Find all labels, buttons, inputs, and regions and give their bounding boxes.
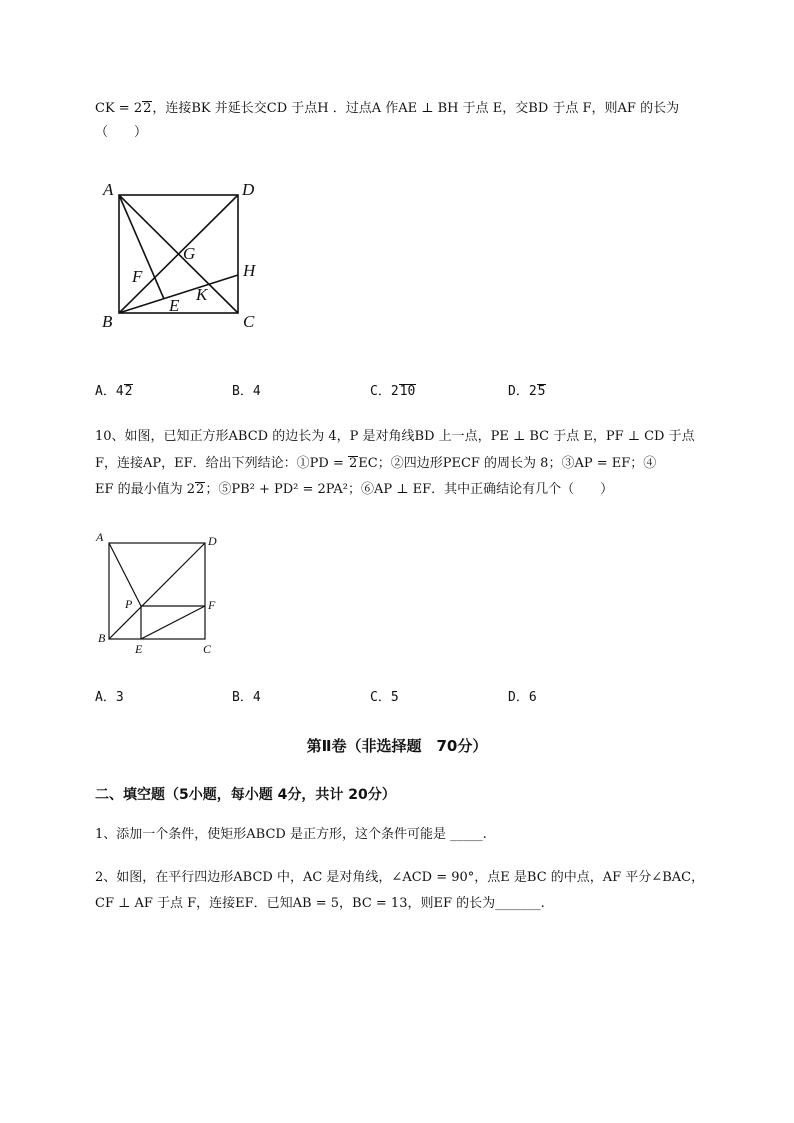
- section-title: 第Ⅱ卷（非选择题 70分）: [306, 737, 488, 755]
- q9-label-e: E: [169, 296, 180, 315]
- q10-option-b: B．4: [232, 690, 261, 705]
- q9-label-c: C: [243, 312, 255, 331]
- q10-diagonal-bd: [109, 543, 205, 639]
- q10-label-p: P: [125, 597, 133, 611]
- q9-line1-text: ，连接BK 并延长交CD 于点H ．过点A 作AE ⊥ BH 于点 E，交BD 于点 F，则AF 的长为: [152, 101, 680, 116]
- q9-label-h: H: [243, 261, 256, 280]
- fill-question-2-line-2: CF ⊥ AF 于点 F，连接EF．已知AB = 5，BC = 13，则EF 的长为_______.: [95, 896, 545, 911]
- q10-label-a: A: [96, 530, 104, 544]
- q9-line-1: [95, 100, 679, 118]
- q9-ck-expression: CK = 2: [95, 101, 143, 116]
- q10-line-ef: [141, 606, 205, 639]
- q9-ck-sqrt: 2: [143, 101, 152, 116]
- q10-option-a: A．3: [95, 690, 124, 705]
- q9-line-2: （ ）: [95, 125, 148, 140]
- q10-figure: [90, 528, 230, 658]
- q10-label-c: C: [203, 642, 212, 656]
- q10-label-e: E: [135, 642, 143, 656]
- q10-label-f: F: [208, 598, 216, 612]
- q9-figure: [95, 175, 285, 335]
- q9-label-g: G: [183, 244, 196, 263]
- q10-label-d: D: [208, 534, 217, 548]
- q9-label-k: K: [196, 285, 208, 304]
- q10-label-b: B: [98, 631, 106, 645]
- q9-option-d: D．25: [508, 384, 546, 399]
- q10-option-c: C．5: [370, 690, 399, 705]
- q9-label-b: B: [102, 312, 113, 331]
- q9-label-d: D: [242, 180, 255, 199]
- q10-line-1: 10、如图，已知正方形ABCD 的边长为 4，P 是对角线BD 上一点，PE ⊥ BC 于点 E，PF ⊥ CD 于点: [95, 429, 695, 444]
- q10-line-2: F，连接AP，EF．给出下列结论：①PD = 2EC；②四边形PECF 的周长为 8；③AP = EF；④: [95, 456, 657, 471]
- q9-option-b: B．4: [232, 384, 261, 399]
- fill-question-2-line-1: 2、如图，在平行四边形ABCD 中，AC 是对角线，∠ACD = 90°，点E 是BC 的中点，AF 平分∠BAC，: [95, 870, 705, 885]
- q9-label-f: F: [132, 267, 143, 286]
- q10-line-3: EF 的最小值为 22；⑤PB² + PD² = 2PA²；⑥AP ⊥ EF．其中正确结论有几个（ ）: [95, 482, 614, 497]
- q9-label-a: A: [103, 180, 114, 199]
- q9-option-c: C．210: [370, 384, 416, 399]
- part2-heading: 二、填空题（5小题，每小题 4分，共计 20分）: [95, 787, 396, 803]
- fill-question-1: 1、添加一个条件，使矩形ABCD 是正方形，这个条件可能是 _____.: [95, 827, 487, 842]
- q10-option-d: D．6: [508, 690, 537, 705]
- q9-option-a: A．42: [95, 384, 133, 399]
